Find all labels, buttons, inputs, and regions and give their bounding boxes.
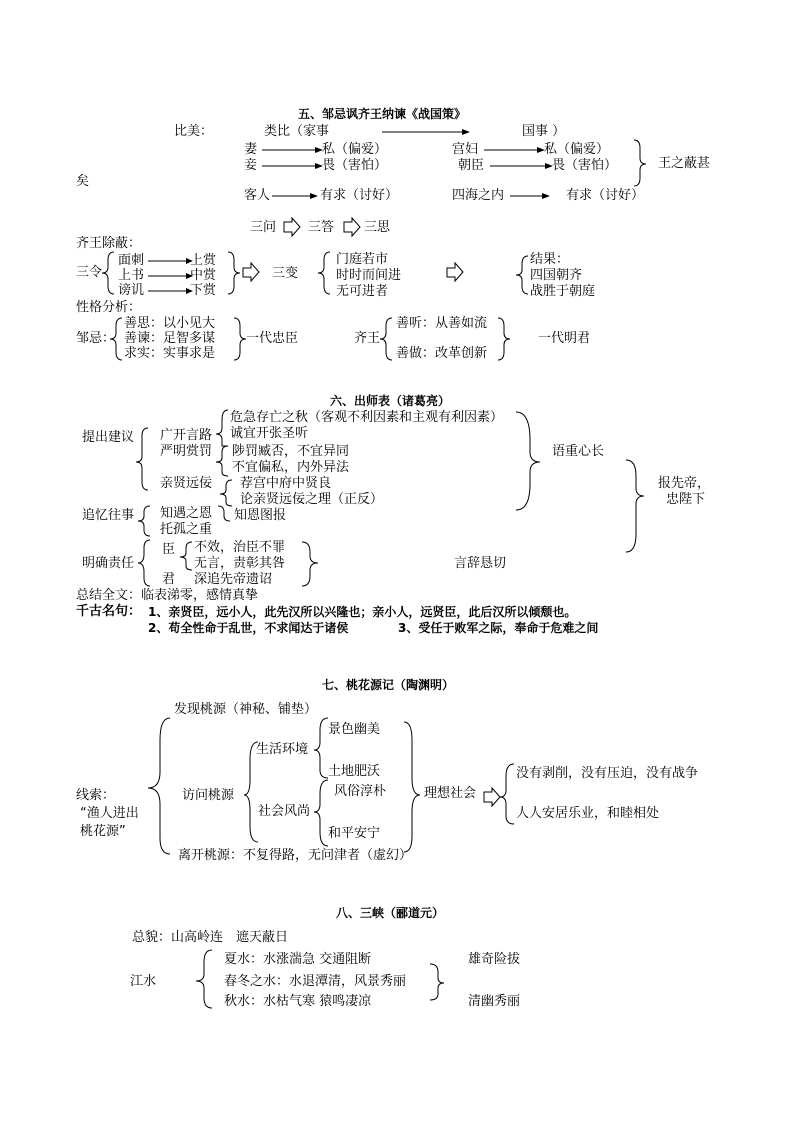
xiongqi-text: 雄奇险拔 [468,952,521,967]
gongfu-text: 宫妇 [452,142,479,157]
sihai-text: 四海之内 [452,188,505,203]
heping-text: 和平安宁 [328,826,381,841]
ideal-2-text: 人人安居乐业，和睦相处 [516,806,660,821]
guangkai-detail-1: 危急存亡之秋（客观不利因素和主观有利因素） [230,410,504,425]
yuzhong-text: 语重心长 [552,444,605,459]
shangshang-text: 上赏 [190,253,217,268]
yidaizhongchen-text: 一代忠臣 [246,331,299,346]
shangshu-text: 上书 [118,268,145,283]
jun-text: 君 [162,572,176,587]
fengsu-text: 风俗淳朴 [334,784,387,799]
xiansuo-line-2: “渔人进出 [80,806,139,821]
chen-text: 臣 [162,542,176,557]
water-summer: 夏水：水涨湍急 交通阻断 [224,952,372,967]
qiwang-trait-1: 善听：从善如流 [396,316,488,331]
guoshi-label: 国事 ） [522,124,566,139]
qiwang-trait-2: 善做：改革创新 [396,346,488,361]
qi-text: 妻 [244,142,258,157]
section-6-title: 六、出师表（诸葛亮） [330,394,451,408]
youqiu1-text: 有求（讨好） [320,188,399,203]
youqiu2-text: 有求（讨好） [566,188,645,203]
section-7-title: 七、桃花源记（陶渊明） [322,678,455,692]
zongjie-text: 总结全文：临表涕零，感情真挚 [76,588,259,603]
result2-text: 战胜于朝庭 [530,284,596,299]
senda-text: 三答 [308,220,335,235]
lixiang-text: 理想社会 [424,786,477,801]
zouji-trait-2: 善谏：足智多谋 [124,331,216,346]
ideal-1-text: 没有剥削，没有压迫，没有战争 [516,766,699,781]
zouji-label: 邹忌： [76,331,116,346]
wei1-text: 畏（害怕） [322,158,388,173]
zouji-trait-3: 求实：实事求是 [124,346,216,361]
sansi-text: 三思 [364,220,391,235]
section-5-title: 五、邹忌讽齐王纳谏《战国策》 [298,107,467,121]
zouji-trait-1: 善思：以小见大 [124,316,216,331]
shehui-text: 社会风尚 [258,804,311,819]
jiangshui-label: 江水 [130,974,157,989]
leibi-label: 类比（家事 [264,124,330,139]
qie-text: 妾 [244,158,258,173]
qiwang-label: 齐王 [354,331,381,346]
xiansuo-label: 线索： [76,788,116,803]
jieguo-label: 结果： [530,252,570,267]
zhuiyi-label: 追忆往事 [82,508,135,523]
xiansuo-line-3: 桃花源” [80,824,126,839]
si1-text: 私（偏爱） [322,142,388,157]
water-spring-winter: 春冬之水：水退潭清，风景秀丽 [224,974,407,989]
water-autumn: 秋水：水枯气寒 猿鸣凄凉 [224,994,372,1009]
conclusion-text-2: 矣 [76,174,90,189]
zhien-text: 知恩图报 [234,508,287,523]
bimei-label: 比美： [174,124,214,139]
sanling-label: 三令 [76,265,103,280]
shenghuo-text: 生活环境 [256,742,309,757]
wei2-text: 畏（害怕） [552,158,618,173]
qinxian-detail-2: 论亲贤远佞之理（正反） [240,492,384,507]
zhongshang-text: 中赏 [190,268,217,283]
chuyi-label: 齐王除蔽： [76,236,142,251]
si2-text: 私（偏爱） [544,142,610,157]
zongmao-text: 总貌：山高岭连 遮天蔽日 [132,930,289,945]
yanming-text: 严明赏罚 [160,444,213,459]
jun-detail-1: 深追先帝遗诏 [194,572,273,587]
zhiyu-text: 知遇之恩 [160,506,213,521]
tudi-text: 土地肥沃 [328,764,381,779]
xingge-label: 性格分析： [76,300,142,315]
tichu-label: 提出建议 [82,430,135,445]
guangkai-text: 广开言路 [160,428,213,443]
yidaimingjun-text: 一代明君 [538,331,591,346]
bangji-text: 谤讥 [118,283,145,298]
baoxian-text: 报先帝， [658,476,711,491]
likai-text: 离开桃源：不复得路，无问津者（虚幻） [178,848,413,863]
keren-text: 客人 [244,188,271,203]
qinxian-text: 亲贤远佞 [160,476,213,491]
chaochen-text: 朝臣 [458,158,485,173]
conclusion-text: 王之蔽甚 [658,156,711,171]
faxian-text: 发现桃源（神秘、铺垫） [174,702,318,717]
qiangu-quote-3: 3、受任于败军之际，奉命于危难之间 [398,621,599,635]
yanming-detail-1: 陟罚臧否，不宜异同 [232,444,350,459]
qiangu-label: 千古名句： [76,604,142,619]
qiangu-quote-1: 1、亲贤臣，远小人，此先汉所以兴隆也；亲小人，远贤臣，此后汉所以倾颓也。 [148,605,577,619]
chen-detail-1: 不效，治臣不罪 [194,540,286,555]
yanci-text: 言辞恳切 [454,556,507,571]
yanming-detail-2: 不宜偏私，内外异法 [232,460,350,475]
bian2-text: 时时而间进 [336,268,402,283]
section-8-title: 八、三峡（郦道元） [336,906,445,920]
sanbian-text: 三变 [272,266,299,281]
tuogu-text: 托孤之重 [160,522,213,537]
chen-detail-2: 无言，责彰其咎 [194,556,286,571]
bian1-text: 门庭若市 [336,252,389,267]
zhongbi-text: 忠陛下 [666,492,706,507]
qinxian-detail-1: 荐宫中府中贤良 [240,476,332,491]
result1-text: 四国朝齐 [530,268,583,283]
fangwen-text: 访问桃源 [182,788,235,803]
jingse-text: 景色幽美 [328,722,381,737]
guangkai-detail-2: 诚宜开张圣听 [230,426,309,441]
qiangu-quote-2: 2、苟全性命于乱世，不求闻达于诸侯 [148,621,349,635]
qingyou-text: 清幽秀丽 [468,994,521,1009]
mingque-label: 明确责任 [82,556,135,571]
xiashang-text: 下赏 [190,283,217,298]
bian3-text: 无可进者 [336,284,389,299]
sanwen-text: 三问 [250,220,277,235]
mianci-text: 面刺 [118,253,145,268]
